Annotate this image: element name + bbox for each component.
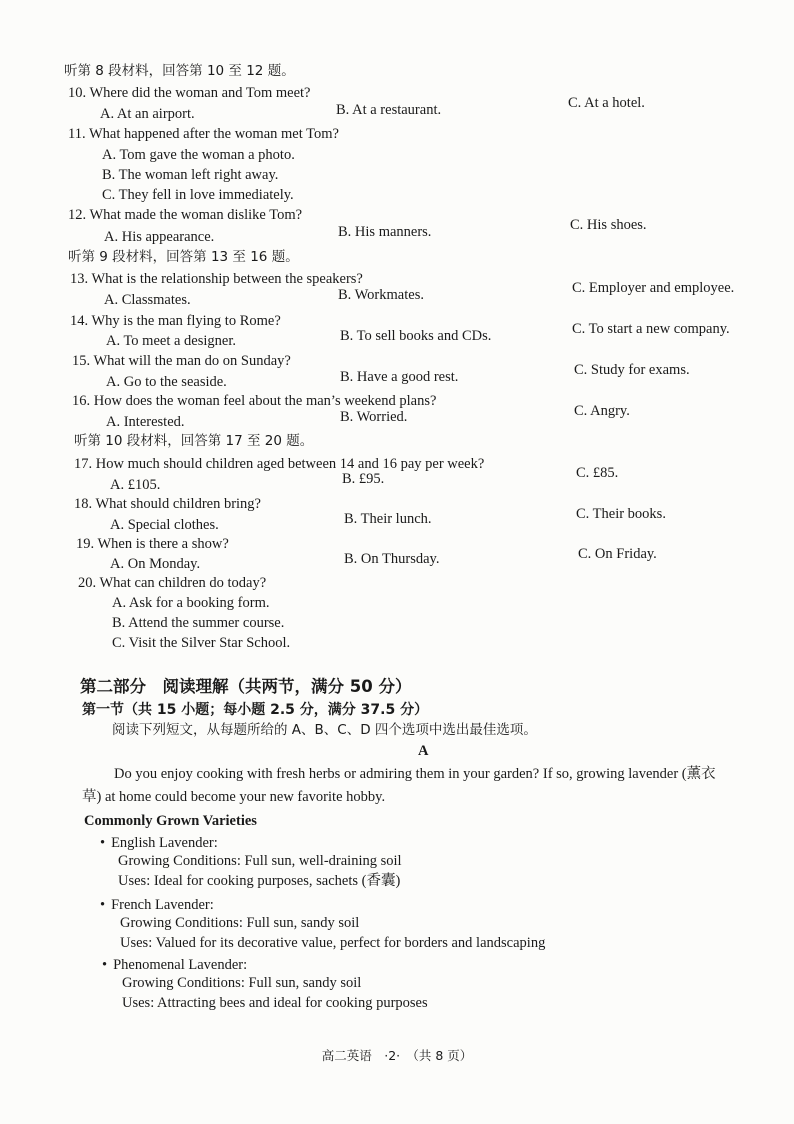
option-b: B. His manners. <box>338 224 432 240</box>
option-b: B. Worried. <box>340 409 408 425</box>
option-b: B. Their lunch. <box>344 511 432 527</box>
question-text: When is there a show? <box>97 536 229 552</box>
option-a: A. To meet a designer. <box>106 333 236 349</box>
question-text: How much should children aged between 14 and 16 pay per week? <box>95 456 485 472</box>
option-a: A. On Monday. <box>110 556 201 572</box>
question-text: What can children do today? <box>99 575 267 591</box>
variety-name: French Lavender: <box>111 897 214 913</box>
variety-english <box>100 834 218 852</box>
variety-uses: Uses: Attracting bees and ideal for cooking purposes <box>122 995 428 1011</box>
bullet-icon: • <box>100 835 106 851</box>
option-a: A. Ask for a booking form. <box>112 595 270 611</box>
question-text: Where did the woman and Tom meet? <box>89 85 311 101</box>
question-number: 11. <box>68 126 86 142</box>
variety-conditions: Growing Conditions: Full sun, sandy soil <box>122 975 362 991</box>
option-c: C. His shoes. <box>570 217 647 233</box>
section9-header: 听第 9 段材料，回答第 13 至 16 题。 <box>68 249 299 265</box>
question-11 <box>68 125 339 143</box>
option-a: A. At an airport. <box>100 106 195 122</box>
question-text: How does the woman feel about the man’s weekend plans? <box>93 393 437 409</box>
question-text: What should children bring? <box>95 496 261 512</box>
question-number: 20. <box>78 575 97 591</box>
option-b: B. On Thursday. <box>344 551 440 567</box>
option-c: C. Employer and employee. <box>572 280 735 296</box>
varieties-heading: Commonly Grown Varieties <box>84 813 257 829</box>
page-footer: 高二英语 ·2· （共 8 页） <box>321 1048 473 1063</box>
question-13 <box>70 270 363 288</box>
option-c: C. Study for exams. <box>574 362 690 378</box>
question-number: 16. <box>72 393 91 409</box>
variety-conditions: Growing Conditions: Full sun, well-draining soil <box>118 853 402 869</box>
intro-line-2: 草) at home could become your new favorite hobby. <box>82 789 386 805</box>
option-c: C. At a hotel. <box>568 95 645 111</box>
question-19 <box>76 535 229 553</box>
question-number: 18. <box>74 496 93 512</box>
question-text: Why is the man flying to Rome? <box>91 313 281 329</box>
bullet-icon: • <box>102 957 108 973</box>
variety-french <box>100 896 214 914</box>
option-a: A. Classmates. <box>104 292 191 308</box>
variety-conditions: Growing Conditions: Full sun, sandy soil <box>120 915 360 931</box>
variety-uses: Uses: Valued for its decorative value, perfect for borders and landscaping <box>120 935 546 951</box>
question-text: What made the woman dislike Tom? <box>89 207 303 223</box>
question-number: 19. <box>76 536 95 552</box>
instruction-text: 阅读下列短文，从每题所给的 A、B、C、D 四个选项中选出最佳选项。 <box>112 722 537 738</box>
variety-name: Phenomenal Lavender: <box>113 957 248 973</box>
option-c: C. Angry. <box>574 403 630 419</box>
question-20 <box>78 574 266 592</box>
variety-phenomenal <box>102 956 247 974</box>
option-a: A. Interested. <box>106 414 185 430</box>
passage-label: A <box>418 743 429 759</box>
question-18 <box>74 495 261 513</box>
question-text: What is the relationship between the speakers? <box>91 271 363 287</box>
question-text: What will the man do on Sunday? <box>93 353 291 369</box>
option-b: B. £95. <box>342 471 385 487</box>
option-b: B. Attend the summer course. <box>112 615 285 631</box>
section8-header: 听第 8 段材料，回答第 10 至 12 题。 <box>64 63 295 79</box>
option-a: A. Go to the seaside. <box>106 374 227 390</box>
variety-name: English Lavender: <box>111 835 218 851</box>
option-a: A. His appearance. <box>104 229 215 245</box>
option-b: B. Workmates. <box>338 287 424 303</box>
option-a: A. £105. <box>110 477 161 493</box>
option-c: C. Their books. <box>576 506 666 522</box>
option-a: A. Special clothes. <box>110 517 219 533</box>
section10-header: 听第 10 段材料，回答第 17 至 20 题。 <box>74 433 314 449</box>
option-a: A. Tom gave the woman a photo. <box>102 147 295 163</box>
option-c: C. They fell in love immediately. <box>102 187 294 203</box>
question-15 <box>72 352 291 370</box>
section1-title: 第一节（共 15 小题；每小题 2.5 分，满分 37.5 分） <box>82 702 429 718</box>
bullet-icon: • <box>100 897 106 913</box>
question-10 <box>68 84 310 102</box>
question-12 <box>68 206 302 224</box>
option-b: B. To sell books and CDs. <box>340 328 492 344</box>
question-number: 17. <box>74 456 93 472</box>
question-17 <box>74 455 484 473</box>
question-14 <box>70 312 281 330</box>
question-number: 14. <box>70 313 89 329</box>
intro-line-1: Do you enjoy cooking with fresh herbs or admiring them in your garden? If so, growing lavender (薰衣 <box>114 766 716 782</box>
option-c: C. On Friday. <box>578 546 657 562</box>
question-number: 13. <box>70 271 89 287</box>
question-number: 15. <box>72 353 91 369</box>
option-c: C. Visit the Silver Star School. <box>112 635 291 651</box>
option-c: C. £85. <box>576 465 619 481</box>
option-b: B. At a restaurant. <box>336 102 442 118</box>
option-b: B. Have a good rest. <box>340 369 459 385</box>
variety-uses: Uses: Ideal for cooking purposes, sachets (香囊) <box>118 873 401 889</box>
question-text: What happened after the woman met Tom? <box>88 126 339 142</box>
question-number: 12. <box>68 207 87 223</box>
question-number: 10. <box>68 85 87 101</box>
part2-title: 第二部分 阅读理解（共两节，满分 50 分） <box>80 677 412 696</box>
option-c: C. To start a new company. <box>572 321 730 337</box>
option-b: B. The woman left right away. <box>102 167 279 183</box>
